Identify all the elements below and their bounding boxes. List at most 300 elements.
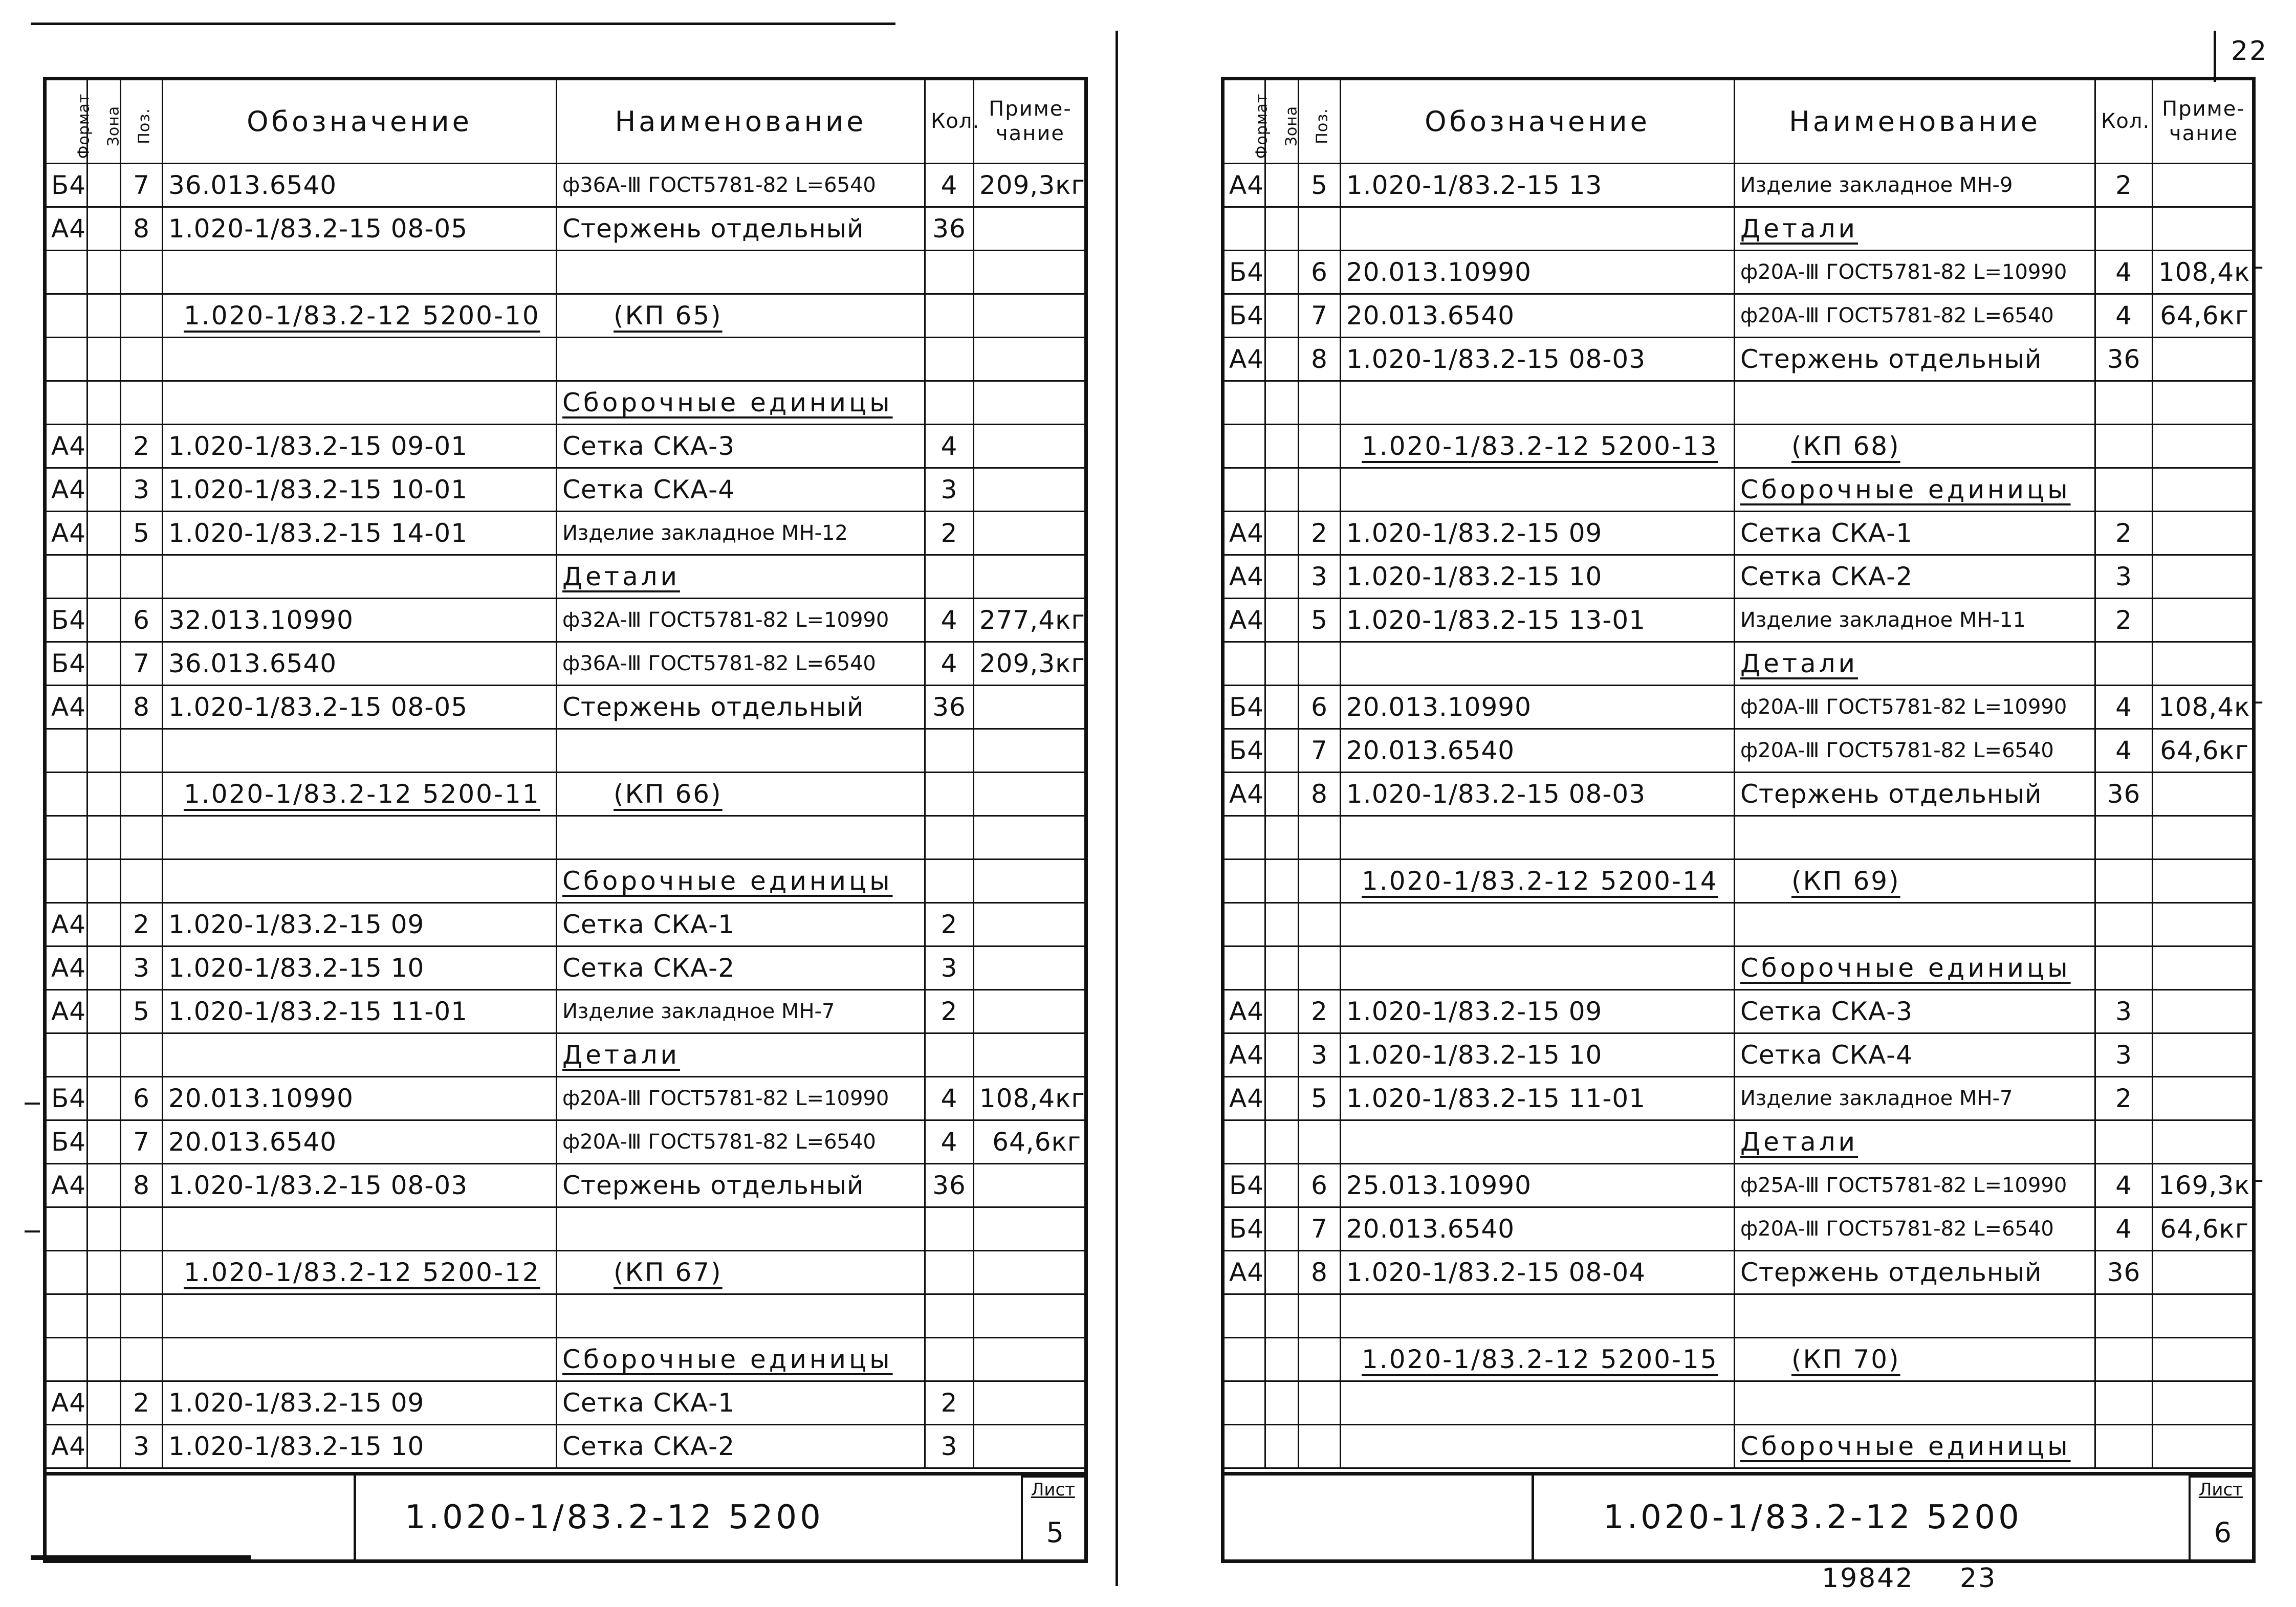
cell-fmt <box>1223 1164 1265 1207</box>
cell-qty <box>925 1425 974 1468</box>
cell-name <box>557 903 925 946</box>
cell-note <box>2153 468 2255 512</box>
cell-fmt <box>1223 1207 1265 1251</box>
cell-qty <box>925 164 974 207</box>
cell-pos <box>1299 251 1341 294</box>
note-text: 108,4кг <box>2158 692 2264 722</box>
cell-note <box>2153 1033 2255 1077</box>
section-heading: Детали <box>562 562 681 591</box>
cell-zone <box>88 164 121 207</box>
fmt-text: А4 <box>51 1171 86 1200</box>
qty-text: 4 <box>2115 692 2132 722</box>
cell-zone <box>1265 1207 1299 1251</box>
fmt-text: А4 <box>51 910 86 939</box>
cell-qty <box>925 338 974 381</box>
cell-name <box>557 599 925 642</box>
desg-text: 1.020-1/83.2-15 08-03 <box>168 1171 468 1200</box>
note-text: 277,4кг <box>979 605 1085 635</box>
cell-pos <box>1299 1251 1341 1294</box>
cell-name <box>557 1033 925 1077</box>
name-text: Сетка СКА-1 <box>562 1388 735 1418</box>
qty-text: 3 <box>941 1432 958 1461</box>
cell-name <box>557 294 925 338</box>
desg-text: 1.020-1/83.2-15 08-05 <box>168 214 468 244</box>
cell-fmt <box>1223 1120 1265 1164</box>
cell-zone <box>88 468 121 512</box>
cell-note <box>2153 1338 2255 1381</box>
cell-name <box>557 468 925 512</box>
cell-pos <box>121 729 163 773</box>
cell-note <box>974 1251 1087 1294</box>
cell-desg <box>1341 425 1735 468</box>
name-text: ф20А-Ⅲ ГОСТ5781-82 L=6540 <box>1740 739 2054 762</box>
cell-zone <box>1265 1251 1299 1294</box>
cell-fmt <box>46 251 88 294</box>
cell-desg <box>1341 1338 1735 1381</box>
cell-name <box>557 773 925 816</box>
pos-text: 5 <box>1311 605 1328 635</box>
cell-zone <box>1265 1338 1299 1381</box>
cell-note <box>974 1077 1087 1120</box>
table-row <box>1223 555 2255 599</box>
fmt-text: А4 <box>1229 605 1264 635</box>
cell-name <box>1735 946 2095 990</box>
cell-desg <box>1341 1164 1735 1207</box>
desg-text: 1.020-1/83.2-15 09 <box>1346 997 1603 1026</box>
cell-note <box>2153 946 2255 990</box>
desg-text: 1.020-1/83.2-15 10-01 <box>168 475 468 504</box>
cell-pos <box>1299 1207 1341 1251</box>
qty-text: 4 <box>941 431 958 461</box>
pos-text: 2 <box>133 1388 150 1418</box>
cell-name <box>1735 294 2095 338</box>
cell-note <box>974 1425 1087 1468</box>
cell-desg <box>163 773 557 816</box>
table-row <box>46 338 1087 381</box>
cell-note <box>2153 512 2255 555</box>
desg-text: 1.020-1/83.2-15 11-01 <box>168 997 468 1026</box>
cell-fmt <box>46 294 88 338</box>
cell-fmt <box>46 164 88 207</box>
cell-pos <box>1299 729 1341 773</box>
table-row <box>46 1381 1087 1425</box>
cell-zone <box>1265 1033 1299 1077</box>
desg-text: 20.013.6540 <box>1346 1214 1515 1244</box>
cell-name <box>1735 1033 2095 1077</box>
right-sheet <box>1221 77 2264 1559</box>
corner-mark-line <box>2214 31 2216 82</box>
table-row <box>46 468 1087 512</box>
desg-text: 1.020-1/83.2-15 08-04 <box>1346 1258 1646 1287</box>
stamp-sheet-label: Лист <box>2198 1480 2243 1500</box>
desg-text: 1.020-1/83.2-15 08-05 <box>168 692 468 722</box>
qty-text: 4 <box>941 649 958 678</box>
table-row <box>1223 816 2255 860</box>
cell-zone <box>88 686 121 729</box>
cell-zone <box>1265 294 1299 338</box>
table-row <box>1223 381 2255 425</box>
cell-zone <box>1265 1294 1299 1338</box>
cell-qty <box>925 381 974 425</box>
cell-zone <box>1265 860 1299 903</box>
cell-fmt <box>46 773 88 816</box>
table-row <box>1223 1294 2255 1338</box>
cell-pos <box>1299 773 1341 816</box>
cell-zone <box>1265 512 1299 555</box>
cell-desg <box>163 251 557 294</box>
pos-text: 6 <box>1311 692 1328 722</box>
cell-desg <box>163 729 557 773</box>
cell-note <box>974 990 1087 1033</box>
cell-zone <box>88 1207 121 1251</box>
cell-name <box>1735 1381 2095 1425</box>
cell-fmt <box>1223 207 1265 251</box>
cell-fmt <box>46 1033 88 1077</box>
section-heading: Сборочные единицы <box>1740 475 2071 504</box>
table-row <box>1223 990 2255 1033</box>
name-text: Стержень отдельный <box>562 692 864 722</box>
cell-pos <box>121 903 163 946</box>
cell-fmt <box>46 729 88 773</box>
name-text: ф25А-Ⅲ ГОСТ5781-82 L=10990 <box>1740 1174 2067 1197</box>
cell-desg <box>163 1164 557 1207</box>
pos-text: 5 <box>1311 170 1328 200</box>
section-heading: Детали <box>562 1040 681 1070</box>
pos-text: 6 <box>133 605 150 635</box>
cell-pos <box>121 1338 163 1381</box>
cell-fmt <box>1223 860 1265 903</box>
cell-fmt <box>46 425 88 468</box>
qty-text: 36 <box>2107 779 2141 809</box>
table-row <box>46 425 1087 468</box>
name-text: Стержень отдельный <box>1740 344 2042 374</box>
cell-fmt <box>46 1338 88 1381</box>
name-text: ф20А-Ⅲ ГОСТ5781-82 L=10990 <box>1740 260 2067 284</box>
cell-fmt <box>1223 773 1265 816</box>
fmt-text: Б4 <box>1229 257 1264 287</box>
table-row <box>1223 946 2255 990</box>
cell-pos <box>121 686 163 729</box>
cell-name <box>557 338 925 381</box>
cell-name <box>1735 860 2095 903</box>
desg-text: 32.013.10990 <box>168 605 354 635</box>
cell-zone <box>88 338 121 381</box>
cell-name <box>1735 381 2095 425</box>
cell-fmt <box>1223 1033 1265 1077</box>
cell-note <box>2153 1381 2255 1425</box>
cell-fmt <box>46 1207 88 1251</box>
cell-pos <box>121 251 163 294</box>
table-row <box>46 1164 1087 1207</box>
qty-text: 36 <box>2107 344 2141 374</box>
table-row <box>1223 773 2255 816</box>
cell-pos <box>1299 860 1341 903</box>
cell-note <box>974 642 1087 686</box>
cell-desg <box>1341 773 1735 816</box>
cell-fmt <box>46 1425 88 1468</box>
cell-qty <box>2095 338 2153 381</box>
cell-desg <box>1341 946 1735 990</box>
header-zone: Зона <box>1265 79 1299 164</box>
table-row <box>46 860 1087 903</box>
cell-desg <box>163 1207 557 1251</box>
qty-text: 36 <box>932 1171 966 1200</box>
header-qty: Кол. <box>2095 79 2153 164</box>
cell-fmt <box>46 338 88 381</box>
cell-note <box>2153 686 2264 729</box>
cell-qty <box>2095 381 2153 425</box>
section-heading: Сборочные единицы <box>562 866 893 896</box>
cell-zone <box>88 1294 121 1338</box>
pos-text: 3 <box>1311 562 1328 591</box>
cell-note <box>974 1294 1087 1338</box>
table-row <box>46 164 1087 207</box>
fmt-text: Б4 <box>1229 301 1264 331</box>
page-fold-line <box>1116 31 1118 1586</box>
cell-qty <box>2095 642 2153 686</box>
cell-desg <box>163 164 557 207</box>
cell-pos <box>121 642 163 686</box>
fmt-text: Б4 <box>51 1127 86 1157</box>
name-text: Сетка СКА-2 <box>562 1432 735 1461</box>
pos-text: 7 <box>133 170 150 200</box>
cell-pos <box>1299 816 1341 860</box>
cell-desg <box>1341 468 1735 512</box>
fmt-text: А4 <box>51 518 86 548</box>
qty-text: 3 <box>2115 997 2132 1026</box>
header-pos: Поз. <box>121 79 163 164</box>
pos-text: 8 <box>133 1171 150 1200</box>
cell-fmt <box>46 642 88 686</box>
fmt-text: А4 <box>1229 562 1264 591</box>
table-row <box>46 381 1087 425</box>
qty-text: 36 <box>932 214 966 244</box>
name-text: Сетка СКА-2 <box>1740 562 1913 591</box>
desg-text: 1.020-1/83.2-15 09 <box>168 1388 425 1418</box>
cell-note <box>2153 1294 2255 1338</box>
cell-desg <box>1341 1251 1735 1294</box>
cell-qty <box>925 599 974 642</box>
table-row <box>1223 1338 2255 1381</box>
variant-caption: 1.020-1/83.2-12 5200-15 <box>1362 1345 1718 1374</box>
cell-name <box>557 860 925 903</box>
cell-fmt <box>1223 512 1265 555</box>
cell-qty <box>2095 1425 2153 1468</box>
variant-caption: (КП 70) <box>1791 1345 1900 1374</box>
name-text: ф20А-Ⅲ ГОСТ5781-82 L=10990 <box>1740 695 2067 719</box>
section-heading: Детали <box>1740 1127 1858 1157</box>
cell-name <box>1735 1251 2095 1294</box>
cell-desg <box>1341 1381 1735 1425</box>
desg-text: 20.013.6540 <box>1346 301 1515 331</box>
table-row <box>46 686 1087 729</box>
cell-pos <box>121 381 163 425</box>
cell-desg <box>163 1381 557 1425</box>
header-format: Формат <box>46 79 88 164</box>
cell-note <box>974 294 1087 338</box>
variant-caption: (КП 68) <box>1791 431 1900 461</box>
cell-fmt <box>1223 642 1265 686</box>
left-spec-table <box>45 78 1088 1469</box>
qty-text: 4 <box>2115 1214 2132 1244</box>
section-heading: Сборочные единицы <box>1740 953 2071 983</box>
qty-text: 2 <box>941 518 958 548</box>
cell-qty <box>925 1077 974 1120</box>
cell-zone <box>88 1425 121 1468</box>
cell-qty <box>2095 1120 2153 1164</box>
cell-note <box>974 251 1087 294</box>
cell-fmt <box>1223 990 1265 1033</box>
fmt-text: А4 <box>1229 518 1264 548</box>
qty-text: 4 <box>941 170 958 200</box>
name-text: Изделие закладное МН-7 <box>562 1000 835 1023</box>
cell-pos <box>1299 512 1341 555</box>
cell-desg <box>1341 990 1735 1033</box>
cell-zone <box>88 1338 121 1381</box>
desg-text: 1.020-1/83.2-15 08-03 <box>1346 344 1646 374</box>
cell-qty <box>2095 1077 2153 1120</box>
note-text: 64,6кг <box>2160 1214 2249 1244</box>
cell-qty <box>925 1164 974 1207</box>
table-row <box>46 1251 1087 1294</box>
name-text: Изделие закладное МН-7 <box>1740 1087 2013 1110</box>
right-title-stamp <box>1221 1472 2256 1563</box>
cell-fmt <box>1223 686 1265 729</box>
cell-qty <box>2095 599 2153 642</box>
cell-name <box>557 816 925 860</box>
fmt-text: Б4 <box>51 1084 86 1113</box>
name-text: Изделие закладное МН-12 <box>562 521 848 545</box>
table-row <box>1223 207 2255 251</box>
cell-note <box>2153 990 2255 1033</box>
table-row <box>1223 425 2255 468</box>
cell-zone <box>1265 381 1299 425</box>
cell-qty <box>925 555 974 599</box>
cell-name <box>1735 686 2095 729</box>
cell-note <box>974 816 1087 860</box>
cell-zone <box>88 555 121 599</box>
cell-zone <box>1265 903 1299 946</box>
desg-text: 20.013.6540 <box>1346 736 1515 765</box>
left-title-stamp <box>43 1472 1088 1563</box>
cell-name <box>557 207 925 251</box>
table-row <box>46 1425 1087 1468</box>
table-row <box>46 251 1087 294</box>
desg-text: 1.020-1/83.2-15 09 <box>1346 518 1603 548</box>
cell-name <box>1735 1077 2095 1120</box>
cell-qty <box>925 686 974 729</box>
cell-name <box>557 990 925 1033</box>
fmt-text: А4 <box>1229 1040 1264 1070</box>
cell-desg <box>163 1251 557 1294</box>
qty-text: 3 <box>941 475 958 504</box>
cell-note <box>2153 381 2255 425</box>
table-row <box>1223 1033 2255 1077</box>
cell-note <box>974 381 1087 425</box>
pos-text: 8 <box>1311 1258 1328 1287</box>
cell-pos <box>121 338 163 381</box>
desg-text: 36.013.6540 <box>168 649 337 678</box>
left-tick-2 <box>25 1230 40 1232</box>
variant-caption: (КП 69) <box>1791 866 1900 896</box>
fmt-text: Б4 <box>1229 692 1264 722</box>
cell-name <box>1735 425 2095 468</box>
variant-caption: 1.020-1/83.2-12 5200-12 <box>184 1258 540 1287</box>
table-row <box>46 294 1087 338</box>
stamp-sheet-number: 5 <box>1046 1516 1064 1549</box>
fmt-text: Б4 <box>51 170 86 200</box>
cell-desg <box>163 816 557 860</box>
cell-name <box>557 1425 925 1468</box>
cell-fmt <box>46 1294 88 1338</box>
cell-desg <box>1341 207 1735 251</box>
variant-caption: 1.020-1/83.2-12 5200-11 <box>184 779 540 809</box>
cell-pos <box>1299 1077 1341 1120</box>
stamp-divider <box>1532 1476 1534 1559</box>
table-row <box>46 816 1087 860</box>
cell-name <box>1735 468 2095 512</box>
qty-text: 36 <box>932 692 966 722</box>
fmt-text: А4 <box>1229 170 1264 200</box>
cell-zone <box>1265 946 1299 990</box>
cell-pos <box>121 816 163 860</box>
cell-desg <box>1341 294 1735 338</box>
cell-fmt <box>46 903 88 946</box>
table-row <box>46 1077 1087 1120</box>
cell-qty <box>2095 860 2153 903</box>
cell-pos <box>121 555 163 599</box>
cell-qty <box>2095 1251 2153 1294</box>
table-row <box>1223 468 2255 512</box>
table-row <box>1223 1120 2255 1164</box>
name-text: Сетка СКА-1 <box>562 910 735 939</box>
cell-qty <box>925 642 974 686</box>
left-bottom-stroke <box>31 1555 251 1560</box>
table-row <box>1223 164 2255 207</box>
cell-qty <box>925 729 974 773</box>
cell-name <box>557 1207 925 1251</box>
note-text: 169,3кг <box>2158 1171 2264 1200</box>
cell-desg <box>163 860 557 903</box>
cell-note <box>974 860 1087 903</box>
cell-note <box>2153 903 2255 946</box>
desg-text: 20.013.10990 <box>1346 692 1532 722</box>
name-text: Сетка СКА-4 <box>1740 1040 1913 1070</box>
stamp-divider <box>354 1476 356 1559</box>
table-row <box>1223 1164 2255 1207</box>
cell-qty <box>2095 251 2153 294</box>
cell-qty <box>2095 164 2153 207</box>
cell-desg <box>1341 1120 1735 1164</box>
cell-name <box>1735 816 2095 860</box>
cell-fmt <box>46 990 88 1033</box>
cell-qty <box>2095 1381 2153 1425</box>
cell-pos <box>1299 1120 1341 1164</box>
cell-fmt <box>1223 338 1265 381</box>
cell-pos <box>1299 903 1341 946</box>
fmt-text: А4 <box>51 953 86 983</box>
pos-text: 8 <box>133 692 150 722</box>
pos-text: 2 <box>1311 518 1328 548</box>
note-text: 64,6кг <box>2160 301 2249 331</box>
cell-zone <box>1265 990 1299 1033</box>
cell-fmt <box>1223 251 1265 294</box>
cell-fmt <box>46 1077 88 1120</box>
section-heading: Детали <box>1740 214 1858 244</box>
cell-qty <box>925 816 974 860</box>
cell-zone <box>88 1251 121 1294</box>
header-zone: Зона <box>88 79 121 164</box>
